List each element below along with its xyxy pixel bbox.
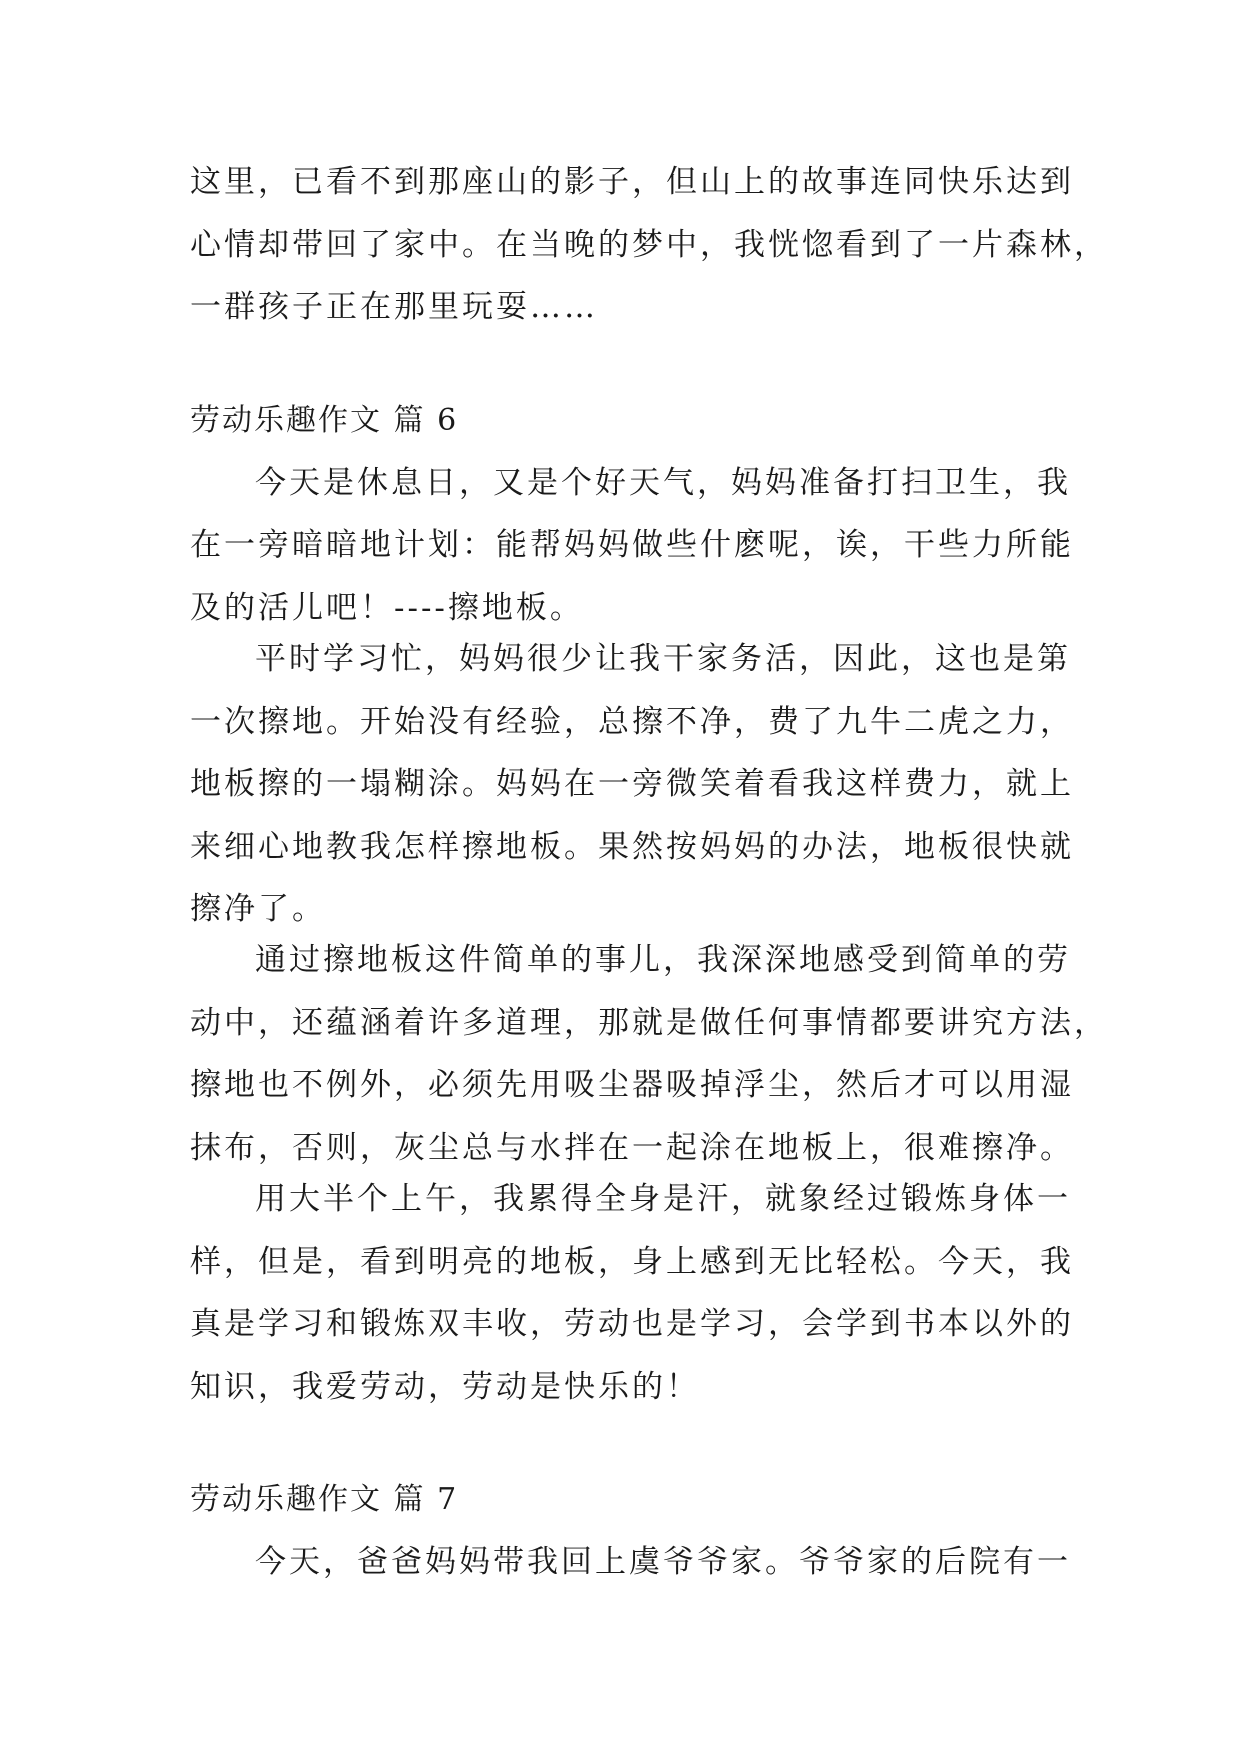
paragraph-line: 这里，已看不到那座山的影子，但山上的故事连同快乐达到 bbox=[190, 164, 1074, 200]
paragraph-line: 今天，爸爸妈妈带我回上虞爷爷家。爷爷家的后院有一 bbox=[255, 1544, 1071, 1580]
paragraph-line: 抹布，否则，灰尘总与水拌在一起涂在地板上，很难擦净。 bbox=[190, 1130, 1074, 1166]
paragraph-line: 地板擦的一塌糊涂。妈妈在一旁微笑着看我这样费力，就上 bbox=[190, 766, 1074, 802]
section-heading-6: 劳动乐趣作文 篇 6 bbox=[190, 403, 459, 438]
paragraph-line: 动中，还蕴涵着许多道理，那就是做任何事情都要讲究方法， bbox=[190, 1005, 1108, 1041]
paragraph-line: 样，但是，看到明亮的地板，身上感到无比轻松。今天，我 bbox=[190, 1244, 1074, 1280]
paragraph-line: 用大半个上午，我累得全身是汗，就象经过锻炼身体一 bbox=[255, 1181, 1071, 1217]
paragraph-line: 擦地也不例外，必须先用吸尘器吸掉浮尘，然后才可以用湿 bbox=[190, 1067, 1074, 1103]
section-heading-7: 劳动乐趣作文 篇 7 bbox=[190, 1482, 459, 1517]
paragraph-line: 在一旁暗暗地计划：能帮妈妈做些什麽呢，诶，干些力所能 bbox=[190, 527, 1074, 563]
paragraph-line: 知识，我爱劳动，劳动是快乐的！ bbox=[190, 1369, 700, 1405]
paragraph-line: 心情却带回了家中。在当晚的梦中，我恍惚看到了一片森林， bbox=[190, 227, 1108, 263]
paragraph-line: 来细心地教我怎样擦地板。果然按妈妈的办法，地板很快就 bbox=[190, 829, 1074, 865]
paragraph-line: 擦净了。 bbox=[190, 891, 326, 927]
paragraph-line: 今天是休息日，又是个好天气，妈妈准备打扫卫生，我 bbox=[255, 465, 1071, 501]
paragraph-line: 通过擦地板这件简单的事儿，我深深地感受到简单的劳 bbox=[255, 942, 1071, 978]
paragraph-line: 一次擦地。开始没有经验，总擦不净，费了九牛二虎之力， bbox=[190, 704, 1074, 740]
paragraph-line: 及的活儿吧！----擦地板。 bbox=[190, 590, 584, 626]
paragraph-line: 真是学习和锻炼双丰收，劳动也是学习，会学到书本以外的 bbox=[190, 1306, 1074, 1342]
paragraph-line: 平时学习忙，妈妈很少让我干家务活，因此，这也是第 bbox=[255, 641, 1071, 677]
paragraph-line: 一群孩子正在那里玩耍…… bbox=[190, 289, 598, 325]
